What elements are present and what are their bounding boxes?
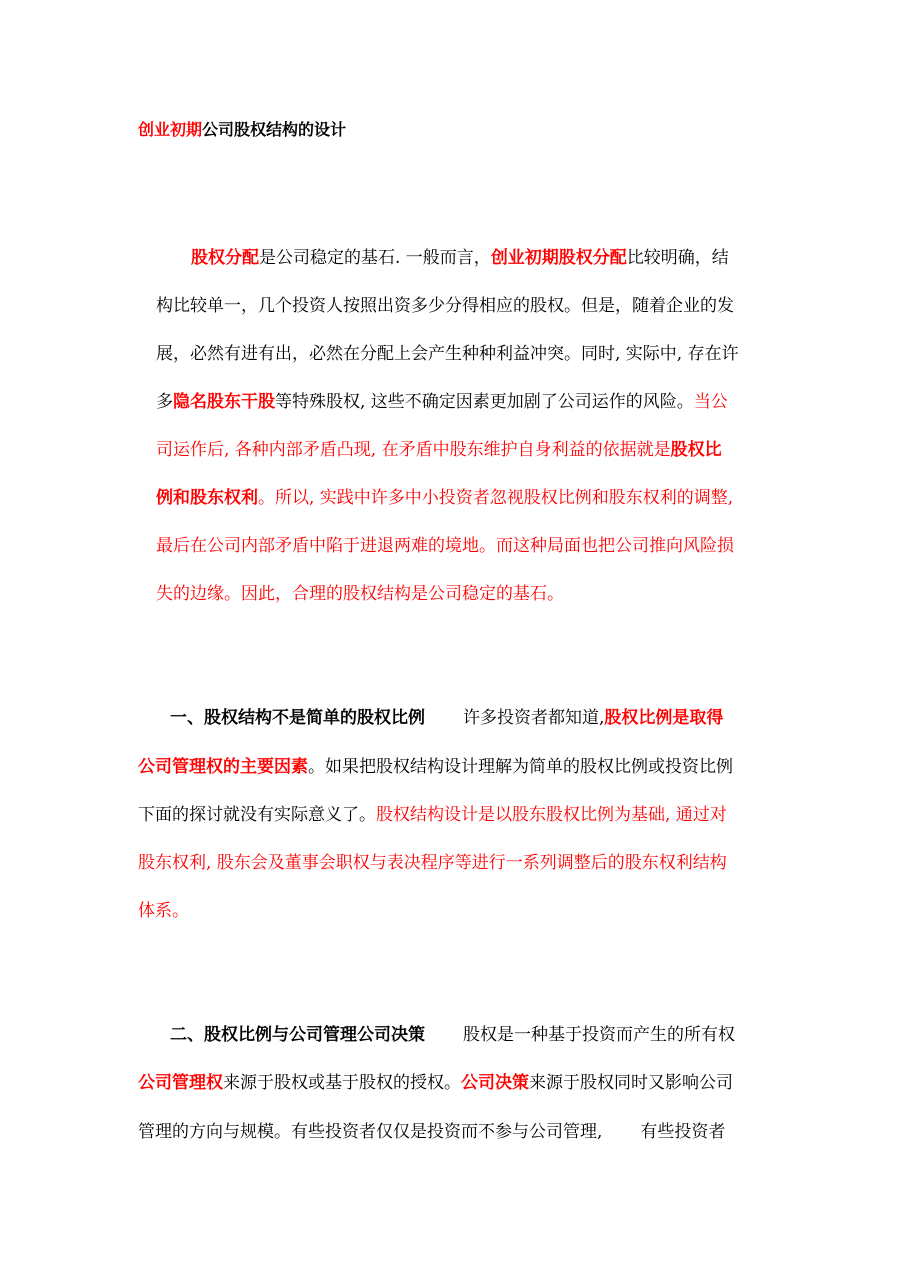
section1-line-3 [138,803,727,827]
intro-term-hidden-shareholders: 隐名股东干股 [173,392,275,412]
section2-heading: 二、股权比例与公司管理公司决策 [170,1025,425,1045]
intro-text: 多 [156,392,173,412]
section1-term-ratio: 股权比例是取得 [604,708,724,728]
section2-text: 股权是一种基于投资而产生的所有权 [463,1025,735,1045]
section1-line-4 [138,851,727,875]
section2-text: 管理的方向与规模。有些投资者仅仅是投资而不参与公司管理, [138,1122,603,1142]
intro-line-3 [156,342,739,366]
section2-line-1 [170,1023,735,1047]
section1-text: 。如果把股权结构设计理解为简单的股权比例或投资比例 [308,757,733,777]
intro-line-8 [156,582,564,606]
title-text: 公司股权结构的设计 [202,120,347,139]
intro-red-text: 当公 [693,392,728,412]
intro-text: 是公司稳定的基石. 一般而言， [259,248,491,268]
section2-text: 有些投资者 [640,1122,726,1142]
section1-heading: 一、股权结构不是简单的股权比例 [170,708,425,728]
section2-line-3 [138,1120,725,1144]
document-title [138,118,346,142]
intro-term-equity-ratio: 股权比 [670,440,722,460]
intro-text: 等特殊股权, 这些不确定因素更加剧了公司运作的风险。 [275,392,694,412]
section2-line-2 [138,1071,733,1095]
section1-line-1 [170,706,723,730]
section2-text: 来源于股权或基于股权的授权。 [223,1073,461,1093]
intro-term-early-allocation: 创业初期股权分配 [490,248,627,268]
section1-red-text: 体系。 [138,901,189,921]
section1-line-5 [138,899,189,923]
intro-line-2 [156,294,734,318]
intro-term-shareholder-rights: 例和股东权利 [156,488,258,508]
section2-term-management: 公司管理权 [138,1073,223,1093]
intro-line-4 [156,390,728,414]
section1-red-text: 股权结构设计是以股东股权比例为基础, 通过对 [376,805,727,825]
section1-red-text: 股东权利, 股东会及董事会职权与表决程序等进行一系列调整后的股东权利结构 [138,853,727,873]
section1-text: 许多投资者都知道, [463,708,605,728]
intro-red-text: 司运作后, 各种内部矛盾凸现, 在矛盾中股东维护自身利益的依据就是 [156,440,671,460]
intro-red-text: 失的边缘。因此，合理的股权结构是公司稳定的基石。 [156,584,564,604]
intro-line-6 [156,486,733,510]
title-highlight: 创业初期 [138,120,203,139]
section2-term-decision: 公司决策 [461,1073,529,1093]
intro-line-1 [191,246,729,270]
section1-term-main-factor: 公司管理权的主要因素 [138,757,308,777]
section1-text: 下面的探讨就没有实际意义了。 [138,805,376,825]
section2-text: 来源于股权同时又影响公司 [529,1073,733,1093]
intro-text: 构比较单一，几个投资人按照出资多少分得相应的股权。但是，随着企业的发 [156,296,734,316]
intro-line-7 [156,534,734,558]
intro-red-text: 最后在公司内部矛盾中陷于进退两难的境地。而这种局面也把公司推向风险损 [156,536,734,556]
intro-text: 比较明确，结 [626,248,729,268]
intro-red-text: 。所以, 实践中许多中小投资者忽视股权比例和股东权利的调整, [258,488,734,508]
intro-term-equity-allocation: 股权分配 [191,248,259,268]
intro-line-5 [156,438,722,462]
intro-text: 展，必然有进有出，必然在分配上会产生种种利益冲突。同时, 实际中, 存在许 [156,344,739,364]
section1-line-2 [138,755,733,779]
